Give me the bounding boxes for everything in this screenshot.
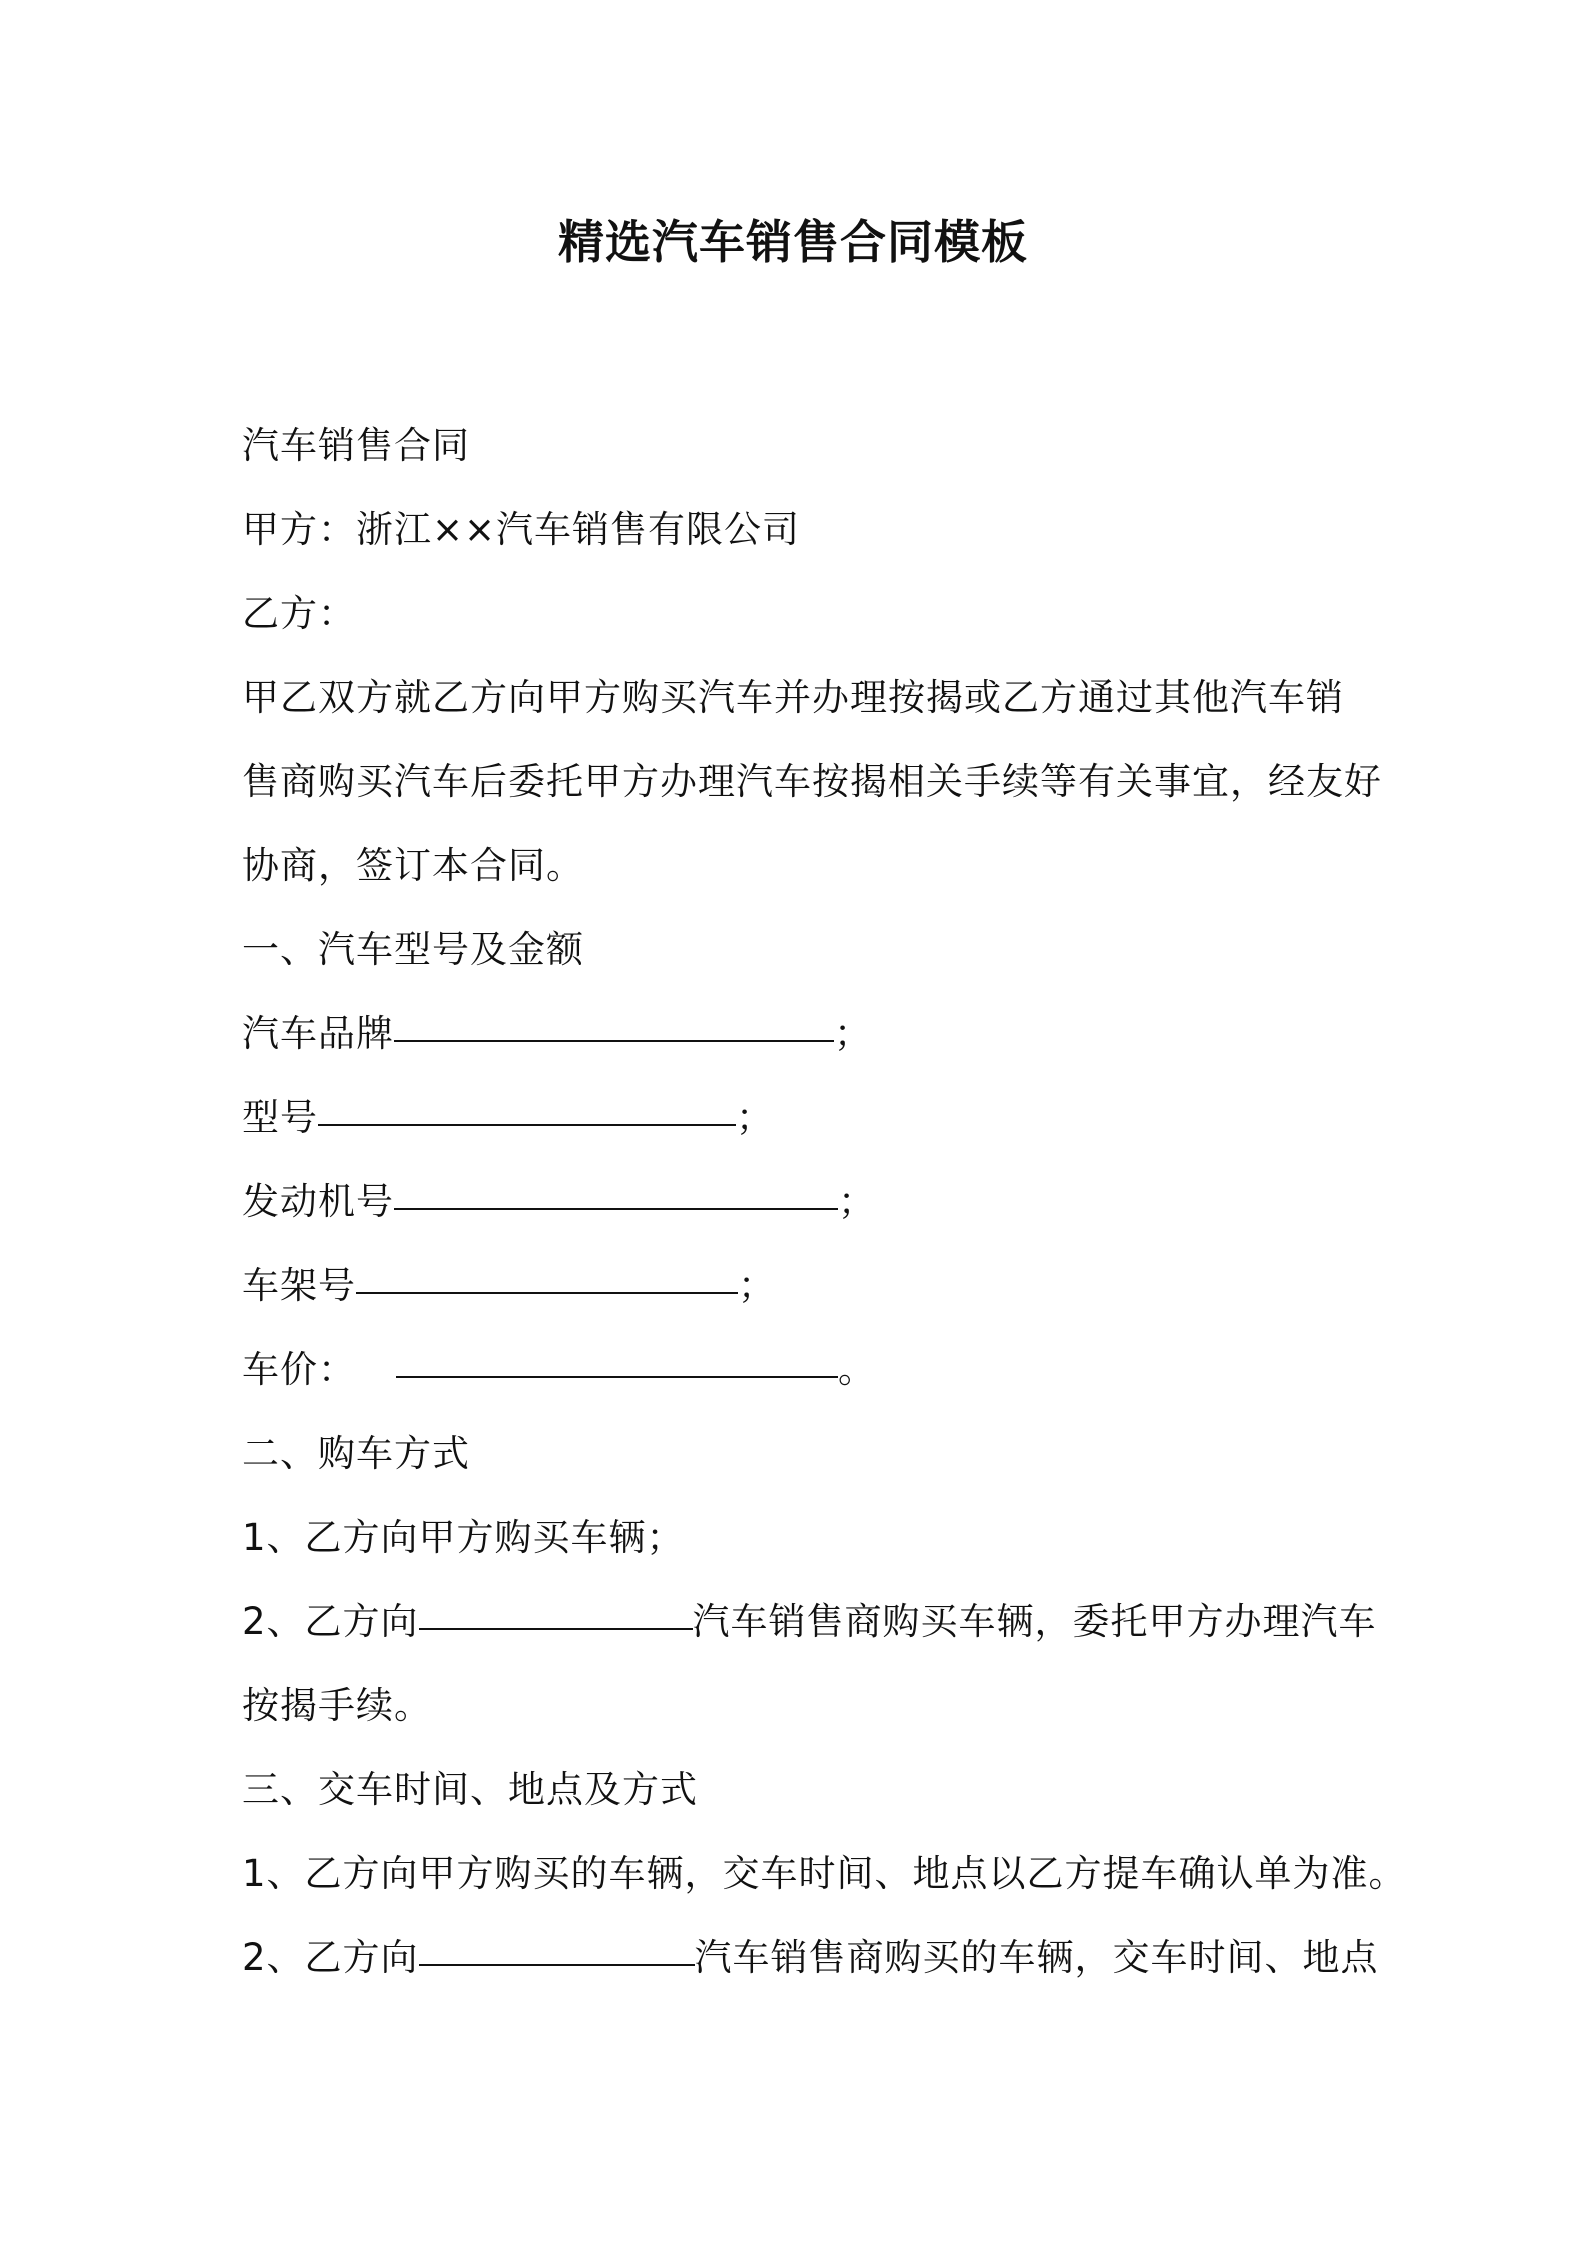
section-3-item-2 [242,1916,1379,2000]
preamble-line-1: 甲乙双方就乙方向甲方购买汽车并办理按揭或乙方通过其他汽车销 [242,676,1344,719]
dealer-blank-1[interactable] [419,1598,693,1630]
field-frame-blank[interactable] [356,1262,738,1294]
field-frame [242,1244,1362,1328]
section-3-item-2-post: 汽车销售商购买的车辆，交车时间、地点 [694,1936,1379,1979]
field-brand [242,992,1362,1076]
party-a: 甲方：浙江××汽车销售有限公司 [242,508,801,551]
section-2-item-2-post: 汽车销售商购买车辆，委托甲方办理汽车 [692,1600,1377,1643]
section-3-item-1: 1、乙方向甲方购买的车辆，交车时间、地点以乙方提车确认单为准。 [242,1852,1407,1895]
party-b: 乙方： [242,592,356,635]
document-title: 精选汽车销售合同模板 [558,215,1028,269]
field-engine [242,1160,1362,1244]
section-2-item-2 [242,1580,1377,1664]
field-brand-label: 汽车品牌 [242,1012,394,1055]
field-brand-blank[interactable] [394,1010,834,1042]
section-2-item-2-pre: 2、乙方向 [242,1600,419,1643]
field-price [242,1328,1362,1412]
document-body [242,404,1407,2000]
field-model-blank[interactable] [318,1094,736,1126]
field-price-blank[interactable] [396,1346,838,1378]
section-2-item-1: 1、乙方向甲方购买车辆； [242,1516,685,1559]
dealer-blank-2[interactable] [419,1934,695,1966]
section-1-heading: 一、汽车型号及金额 [242,928,584,971]
preamble-line-3: 协商，签订本合同。 [242,844,584,887]
field-model-end: ； [736,1096,774,1139]
section-3-item-2-pre: 2、乙方向 [242,1936,419,1979]
field-model [242,1076,1362,1160]
field-engine-end: ； [838,1180,876,1223]
section-2-item-2-cont: 按揭手续。 [242,1684,432,1727]
field-engine-label: 发动机号 [242,1180,394,1223]
contract-heading: 汽车销售合同 [242,424,470,467]
field-model-label: 型号 [242,1096,318,1139]
preamble-line-2: 售商购买汽车后委托甲方办理汽车按揭相关手续等有关事宜，经友好 [242,760,1382,803]
field-brand-end: ； [834,1012,872,1055]
section-3-heading: 三、交车时间、地点及方式 [242,1768,698,1811]
section-2-heading: 二、购车方式 [242,1432,470,1475]
field-price-label: 车价： [242,1348,356,1391]
field-frame-label: 车架号 [242,1264,356,1307]
field-engine-blank[interactable] [394,1178,838,1210]
field-frame-end: ； [738,1264,776,1307]
field-price-end: 。 [838,1348,876,1391]
